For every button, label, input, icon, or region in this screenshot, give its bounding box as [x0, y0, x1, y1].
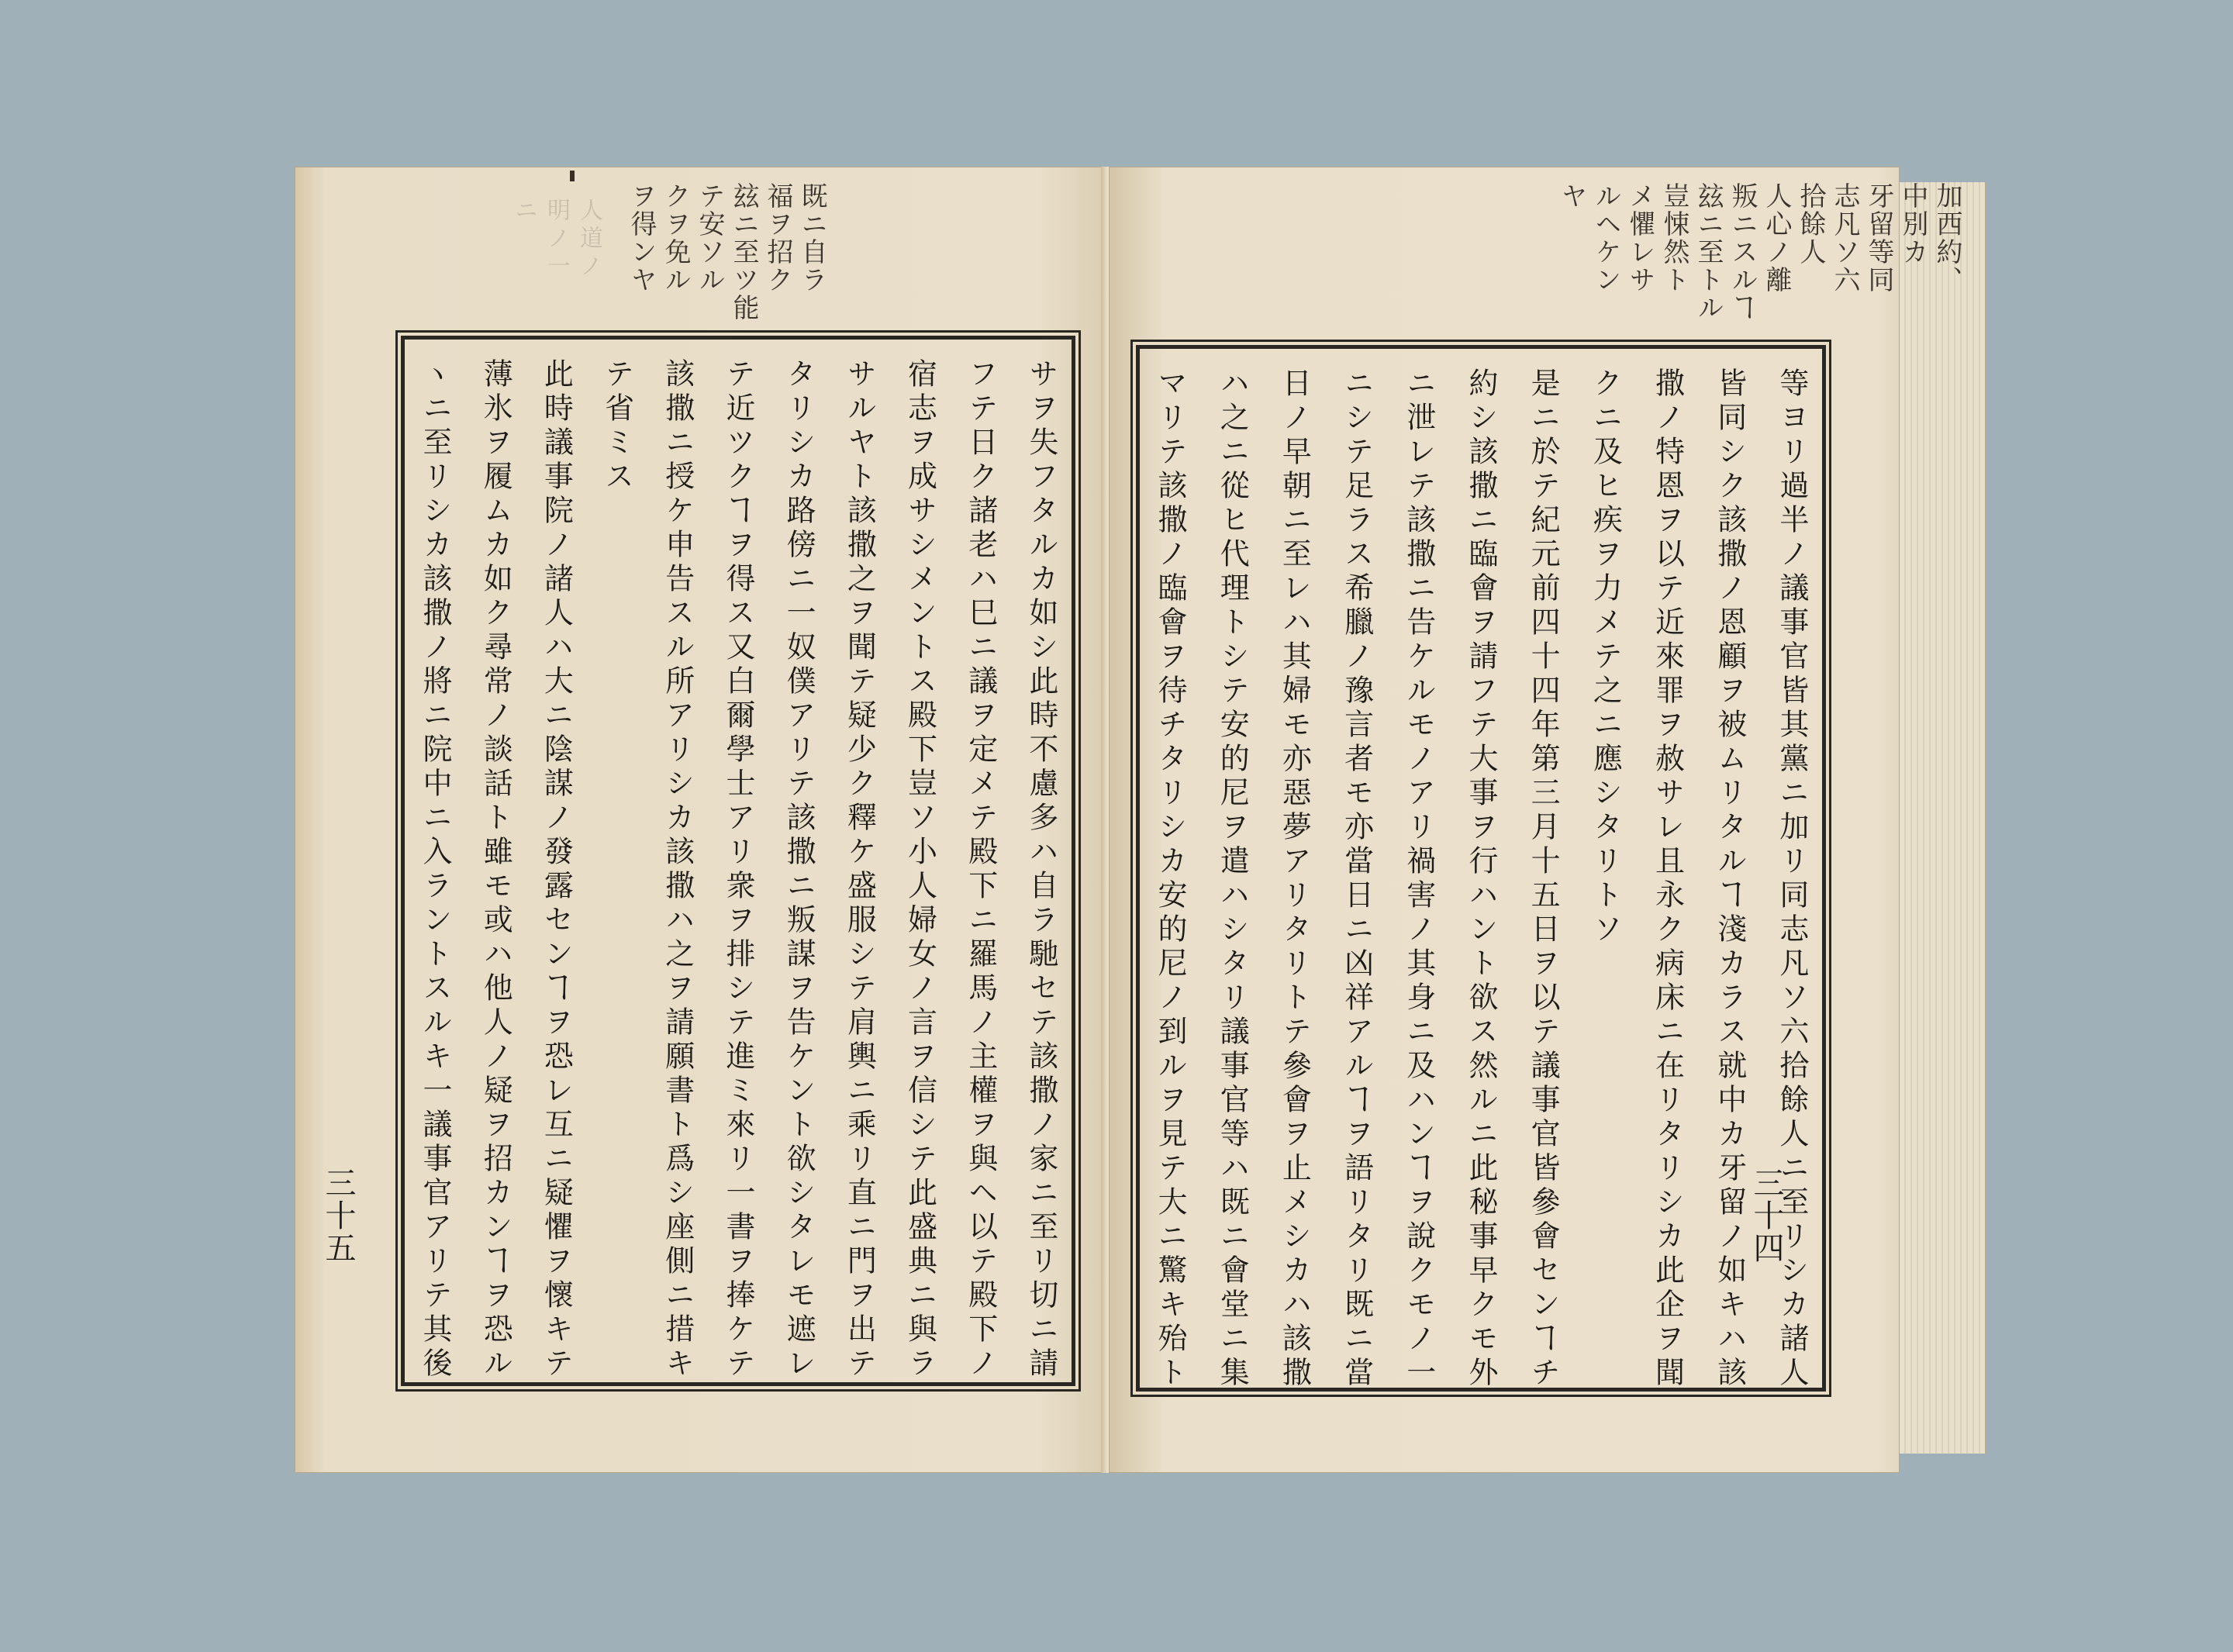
text-column: クニ及ヒ疾ヲ力メテ之ニ應シタリトソ — [1588, 367, 1623, 947]
text-column: ニシテ足ラス希臘ノ豫言者モ亦當日ニ凶祥アルヿヲ語リタリ既ニ當 — [1339, 367, 1374, 1391]
ink-mark — [570, 171, 575, 181]
show-through-text: 人道ノ 明ノ一 ニ — [510, 198, 602, 281]
bleed-column: 玆ニ至トル — [1693, 182, 1724, 322]
text-column: 是ニ於テ紀元前四十四年第三月十五日ヲ以テ議事官皆參會センヿチ — [1526, 367, 1561, 1391]
text-column: 日ノ早朝ニ至レハ其婦モ亦惡夢アリタリトテ參會ヲ止メシカハ該撒 — [1277, 367, 1312, 1391]
page-edges — [1897, 182, 1986, 1454]
text-column: 皆同シク該撒ノ恩顧ヲ被ムリタルヿ淺カラス就中カ牙留ノ如キハ該 — [1712, 367, 1747, 1391]
text-column: 薄氷ヲ履ムカ如ク尋常ノ談話ト雖モ或ハ他人ノ疑ヲ招カンヿヲ恐ル — [478, 358, 513, 1381]
left-text-frame — [401, 336, 1075, 1386]
bleed-column: ヤ — [1556, 182, 1587, 210]
right-page — [1109, 167, 1962, 1473]
page-number: 三十四 — [1748, 1167, 1784, 1264]
right-text-columns — [1153, 367, 1809, 1391]
bleed-column: テ安ソル — [694, 182, 725, 294]
text-column: サルヤト該撒之ヲ聞テ疑少ク釋ケ盛服シテ肩輿ニ乘リ直ニ門ヲ出テ — [842, 358, 877, 1381]
text-column: テ省ミス — [599, 358, 634, 495]
text-column: サヲ失フタルカ如シ此時不慮多ハ自ラ馳セテ該撒ノ家ニ至リ切ニ請 — [1023, 358, 1058, 1381]
bleed-column: ルヘケン — [1590, 182, 1621, 294]
left-text-columns — [418, 358, 1058, 1381]
bleed-column: クヲ免ル — [660, 182, 691, 294]
bleed-column: メ懼レサ — [1624, 182, 1655, 294]
bleed-column: 志凡ソ六 — [1829, 182, 1860, 294]
text-column: 撒ノ特恩ヲ以テ近來罪ヲ赦サレ且永ク病床ニ在リタリシカ此企ヲ聞 — [1650, 367, 1685, 1391]
right-text-frame — [1136, 345, 1826, 1392]
left-bleed-text — [628, 182, 825, 322]
bleed-column: 加西約、 — [1931, 182, 1962, 294]
open-book — [295, 167, 1981, 1473]
left-page — [295, 167, 1109, 1473]
text-column: 此時議事院ノ諸人ハ大ニ陰謀ノ發露センヿヲ恐レ互ニ疑懼ヲ懷キテ — [539, 358, 574, 1381]
text-column: 約シ該撒ニ臨會ヲ請フテ大事ヲ行ハント欲ス然ルニ此秘事早クモ外 — [1463, 367, 1498, 1391]
bleed-column: 拾餘人 — [1795, 182, 1826, 266]
text-column: ヽニ至リシカ該撒ノ將ニ院中ニ入ラントスルキ一議事官アリテ其後 — [418, 358, 452, 1381]
text-column: テ近ツクヿヲ得ス又白爾學士アリ衆ヲ排シテ進ミ來リ一書ヲ捧ケテ — [720, 358, 755, 1381]
text-column: ハ之ニ從ヒ代理トシテ安的尼ヲ遣ハシタリ議事官等ハ既ニ會堂ニ集 — [1215, 367, 1250, 1391]
bleed-column: 牙留等同 — [1863, 182, 1894, 294]
bleed-column: 既ニ自ラ — [796, 182, 827, 294]
text-column: 該撒ニ授ケ申告スル所アリシカ該撒ハ之ヲ請願書ト爲シ座側ニ措キ — [660, 358, 695, 1381]
text-column: ニ泄レテ該撒ニ告ケルモノアリ禍害ノ其身ニ及ハンヿヲ說クモノ一 — [1401, 367, 1436, 1391]
text-column: フテ日ク諸老ハ巳ニ議ヲ定メテ殿下ニ羅馬ノ主權ヲ與ヘ以テ殿下ノ — [963, 358, 998, 1381]
text-column: タリシカ路傍ニ一奴僕アリテ該撒ニ叛謀ヲ告ケント欲シタレモ遮レ — [782, 358, 816, 1381]
right-bleed-text — [1558, 182, 1960, 322]
bleed-column: 豈悚然ト — [1658, 182, 1689, 294]
bleed-column: 人心ノ離 — [1761, 182, 1792, 294]
bleed-column: 叛ニスルヿ — [1727, 182, 1758, 322]
text-column: マリテ該撒ノ臨會ヲ待チタリシカ安的尼ノ到ルヲ見テ大ニ驚キ殆ト — [1153, 367, 1187, 1391]
text-column: 等ヨリ過半ノ議事官皆其黨ニ加リ同志凡ソ六拾餘人ニ至リシカ諸人 — [1774, 367, 1809, 1391]
bleed-column: 福ヲ招ク — [762, 182, 793, 294]
page-number: 三十五 — [320, 1167, 356, 1264]
bleed-column: ヲ得ンヤ — [626, 182, 657, 294]
bleed-column: 玆ニ至ツ能 — [728, 182, 759, 322]
text-column: 宿志ヲ成サシメントス殿下豈ソ小人婦女ノ言ヲ信シテ此盛典ニ與ラ — [903, 358, 937, 1381]
bleed-column: 中別カ — [1897, 182, 1928, 266]
